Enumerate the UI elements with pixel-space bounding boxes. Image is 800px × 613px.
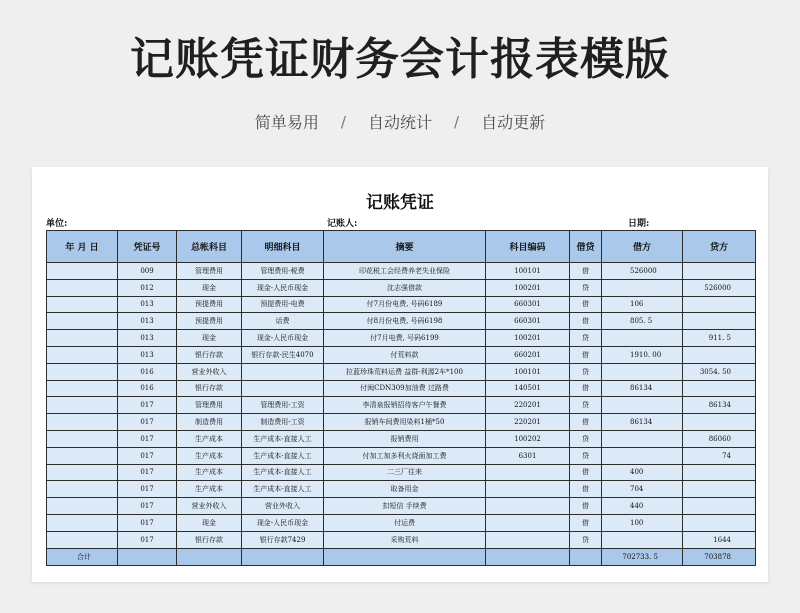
cell-debit: 440 (602, 498, 683, 515)
cell-debit-credit: 借 (570, 263, 602, 280)
cell-general-account: 银行存款 (177, 346, 242, 363)
cell-general-account: 银行存款 (177, 380, 242, 397)
cell-voucher-no: 013 (118, 330, 177, 347)
cell-summary: 扣短信 手续费 (324, 498, 486, 515)
column-header-date: 年 月 日 (47, 231, 118, 263)
table-row (47, 481, 756, 498)
cell-account-code: 660301 (486, 313, 570, 330)
cell-summary: 付运费 (324, 514, 486, 531)
column-header-account-code: 科目编码 (486, 231, 570, 263)
cell-voucher-no: 012 (118, 279, 177, 296)
cell-general-account: 生产成本 (177, 447, 242, 464)
cell-summary: 沈志强借款 (324, 279, 486, 296)
cell-debit (602, 531, 683, 548)
cell-general-account: 营业外收入 (177, 363, 242, 380)
cell-debit: 526000 (602, 263, 683, 280)
total-credit: 703878 (683, 548, 756, 565)
cell-voucher-no: 017 (118, 464, 177, 481)
cell-voucher-no: 017 (118, 531, 177, 548)
cell-debit-credit: 借 (570, 380, 602, 397)
cell-general-account: 生产成本 (177, 430, 242, 447)
cell-credit (683, 346, 756, 363)
cell-voucher-no: 017 (118, 397, 177, 414)
cell-voucher-no: 017 (118, 498, 177, 515)
table-row (47, 296, 756, 313)
cell-summary: 采购荒料 (324, 531, 486, 548)
column-header-detail-account: 明细科目 (242, 231, 324, 263)
cell-account-code (486, 514, 570, 531)
cell-voucher-no: 016 (118, 363, 177, 380)
cell-account-code: 100202 (486, 430, 570, 447)
cell-general-account: 现金 (177, 279, 242, 296)
column-header-debit: 借方 (602, 231, 683, 263)
cell-date (47, 380, 118, 397)
cell-credit: 911. 5 (683, 330, 756, 347)
cell-debit-credit: 借 (570, 481, 602, 498)
table-row (47, 313, 756, 330)
subtitle-item-update: 自动更新 (481, 113, 546, 132)
subtitle-item-stats: 自动统计 (367, 113, 432, 132)
cell-date (47, 531, 118, 548)
cell-general-account: 管理费用 (177, 397, 242, 414)
cell-debit (602, 330, 683, 347)
cell-credit (683, 514, 756, 531)
table-row (47, 498, 756, 515)
voucher-table (46, 230, 756, 566)
cell-summary: 报销费用 (324, 430, 486, 447)
cell-summary: 付荒料款 (324, 346, 486, 363)
cell-date (47, 363, 118, 380)
cell-voucher-no: 017 (118, 481, 177, 498)
table-row (47, 464, 756, 481)
cell-date (47, 447, 118, 464)
subtitle-row (0, 110, 800, 133)
cell-date (47, 313, 118, 330)
voucher-sheet (32, 167, 768, 582)
date-label: 日期: (628, 219, 650, 229)
cell-summary: 印花税工会经费养老失业保险 (324, 263, 486, 280)
cell-debit-credit: 借 (570, 414, 602, 431)
cell-general-account: 生产成本 (177, 464, 242, 481)
cell-detail-account: 管理费用-税费 (242, 263, 324, 280)
cell-general-account: 现金 (177, 330, 242, 347)
cell-date (47, 397, 118, 414)
cell-detail-account: 管理费用-工资 (242, 397, 324, 414)
cell-credit (683, 263, 756, 280)
cell-debit-credit: 贷 (570, 279, 602, 296)
cell-debit: 86134 (602, 414, 683, 431)
cell-account-code (486, 498, 570, 515)
cell-detail-account: 生产成本-直接人工 (242, 430, 324, 447)
cell-summary: 付7月份电费, 号码6189 (324, 296, 486, 313)
cell-voucher-no: 016 (118, 380, 177, 397)
cell-debit-credit: 贷 (570, 363, 602, 380)
cell-voucher-no: 017 (118, 414, 177, 431)
cell-credit: 1644 (683, 531, 756, 548)
bookkeeper-label: 记账人: (327, 219, 358, 229)
column-header-summary: 摘要 (324, 231, 486, 263)
table-row (47, 346, 756, 363)
cell-general-account: 管理费用 (177, 263, 242, 280)
cell-debit: 805. 5 (602, 313, 683, 330)
table-row (47, 531, 756, 548)
table-cell (118, 548, 177, 565)
cell-account-code: 100201 (486, 330, 570, 347)
cell-summary: 李清泉报销招待客户午餐费 (324, 397, 486, 414)
cell-debit-credit: 贷 (570, 397, 602, 414)
table-row (47, 397, 756, 414)
cell-credit (683, 414, 756, 431)
cell-voucher-no: 013 (118, 346, 177, 363)
cell-account-code: 660201 (486, 346, 570, 363)
cell-account-code: 660301 (486, 296, 570, 313)
cell-detail-account: 制造费用-工资 (242, 414, 324, 431)
cell-debit-credit: 贷 (570, 330, 602, 347)
column-header-credit: 贷方 (683, 231, 756, 263)
cell-debit: 400 (602, 464, 683, 481)
cell-date (47, 330, 118, 347)
cell-summary: 付8月份电费, 号码6198 (324, 313, 486, 330)
cell-date (47, 263, 118, 280)
table-row (47, 514, 756, 531)
cell-debit (602, 279, 683, 296)
cell-account-code: 100101 (486, 263, 570, 280)
total-debit: 702733. 5 (602, 548, 683, 565)
table-cell (570, 548, 602, 565)
cell-detail-account: 现金-人民币现金 (242, 514, 324, 531)
cell-voucher-no: 017 (118, 447, 177, 464)
cell-date (47, 514, 118, 531)
cell-date (47, 414, 118, 431)
cell-detail-account: 生产成本-直接人工 (242, 464, 324, 481)
cell-date (47, 296, 118, 313)
subtitle-separator: / (454, 112, 460, 131)
cell-summary: 报销车间费用染料1桶*50 (324, 414, 486, 431)
cell-date (47, 464, 118, 481)
cell-debit-credit: 借 (570, 296, 602, 313)
cell-account-code: 220201 (486, 414, 570, 431)
table-row (47, 263, 756, 280)
table-row (47, 330, 756, 347)
cell-detail-account (242, 380, 324, 397)
cell-credit: 3054. 50 (683, 363, 756, 380)
cell-account-code (486, 481, 570, 498)
cell-voucher-no: 009 (118, 263, 177, 280)
page-title: 记账凭证财务会计报表模版 (130, 34, 670, 85)
cell-general-account: 制造费用 (177, 414, 242, 431)
cell-debit (602, 363, 683, 380)
cell-debit: 100 (602, 514, 683, 531)
cell-general-account: 银行存款 (177, 531, 242, 548)
cell-summary: 付7月电费, 号码6199 (324, 330, 486, 347)
cell-debit: 86134 (602, 380, 683, 397)
cell-date (47, 498, 118, 515)
cell-detail-account (242, 363, 324, 380)
cell-voucher-no: 013 (118, 296, 177, 313)
cell-detail-account: 银行存款7429 (242, 531, 324, 548)
cell-account-code: 100101 (486, 363, 570, 380)
unit-label: 单位: (46, 219, 68, 229)
cell-general-account: 生产成本 (177, 481, 242, 498)
subtitle-item-easy: 简单易用 (254, 113, 319, 132)
cell-credit (683, 296, 756, 313)
cell-credit: 526000 (683, 279, 756, 296)
cell-detail-account: 现金-人民币现金 (242, 279, 324, 296)
cell-voucher-no: 017 (118, 430, 177, 447)
cell-account-code: 6301 (486, 447, 570, 464)
table-row (47, 279, 756, 296)
cell-detail-account: 现金-人民币现金 (242, 330, 324, 347)
total-label: 合计 (47, 548, 118, 565)
cell-detail-account: 话费 (242, 313, 324, 330)
cell-debit-credit: 借 (570, 514, 602, 531)
cell-summary: 取备用金 (324, 481, 486, 498)
cell-account-code: 220201 (486, 397, 570, 414)
subtitle-separator: / (340, 112, 346, 131)
cell-date (47, 279, 118, 296)
cell-debit (602, 447, 683, 464)
cell-general-account: 营业外收入 (177, 498, 242, 515)
cell-account-code (486, 464, 570, 481)
table-row (47, 363, 756, 380)
cell-credit (683, 498, 756, 515)
table-cell (177, 548, 242, 565)
cell-debit: 1910. 00 (602, 346, 683, 363)
cell-detail-account: 营业外收入 (242, 498, 324, 515)
cell-account-code: 100201 (486, 279, 570, 296)
table-row (47, 447, 756, 464)
column-header-general-account: 总帐科目 (177, 231, 242, 263)
cell-credit: 86060 (683, 430, 756, 447)
cell-date (47, 346, 118, 363)
cell-summary: 付加工加多利火烧面加工费 (324, 447, 486, 464)
cell-credit (683, 313, 756, 330)
column-header-debit-credit: 借贷 (570, 231, 602, 263)
cell-voucher-no: 013 (118, 313, 177, 330)
cell-summary: 拉蓝珍珠荒料运费 益群-利源2车*100 (324, 363, 486, 380)
cell-detail-account: 生产成本-直接人工 (242, 447, 324, 464)
cell-detail-account: 预提费用-电费 (242, 296, 324, 313)
cell-debit-credit: 贷 (570, 447, 602, 464)
cell-account-code (486, 531, 570, 548)
cell-detail-account: 生产成本-直接人工 (242, 481, 324, 498)
table-cell (242, 548, 324, 565)
cell-debit-credit: 贷 (570, 531, 602, 548)
cell-general-account: 预提费用 (177, 296, 242, 313)
table-row (47, 380, 756, 397)
cell-general-account: 预提费用 (177, 313, 242, 330)
cell-account-code: 140501 (486, 380, 570, 397)
cell-debit (602, 430, 683, 447)
table-row (47, 430, 756, 447)
cell-credit (683, 481, 756, 498)
cell-debit-credit: 借 (570, 498, 602, 515)
cell-debit-credit: 借 (570, 346, 602, 363)
cell-credit: 74 (683, 447, 756, 464)
voucher-title: 记账凭证 (366, 193, 434, 213)
cell-credit (683, 380, 756, 397)
cell-credit: 86134 (683, 397, 756, 414)
table-cell (324, 548, 486, 565)
cell-voucher-no: 017 (118, 514, 177, 531)
cell-date (47, 430, 118, 447)
cell-debit: 704 (602, 481, 683, 498)
cell-detail-account: 银行存款-民生4070 (242, 346, 324, 363)
cell-debit: 106 (602, 296, 683, 313)
column-header-voucher-no: 凭证号 (118, 231, 177, 263)
table-cell (486, 548, 570, 565)
header-row (47, 231, 756, 263)
cell-debit-credit: 借 (570, 464, 602, 481)
cell-summary: 付闽CDN309加油费 过路费 (324, 380, 486, 397)
cell-debit-credit: 贷 (570, 430, 602, 447)
table-row (47, 414, 756, 431)
cell-credit (683, 464, 756, 481)
cell-debit-credit: 借 (570, 313, 602, 330)
cell-general-account: 现金 (177, 514, 242, 531)
cell-debit (602, 397, 683, 414)
cell-date (47, 481, 118, 498)
cell-summary: 二三厂往来 (324, 464, 486, 481)
total-row (47, 548, 756, 565)
